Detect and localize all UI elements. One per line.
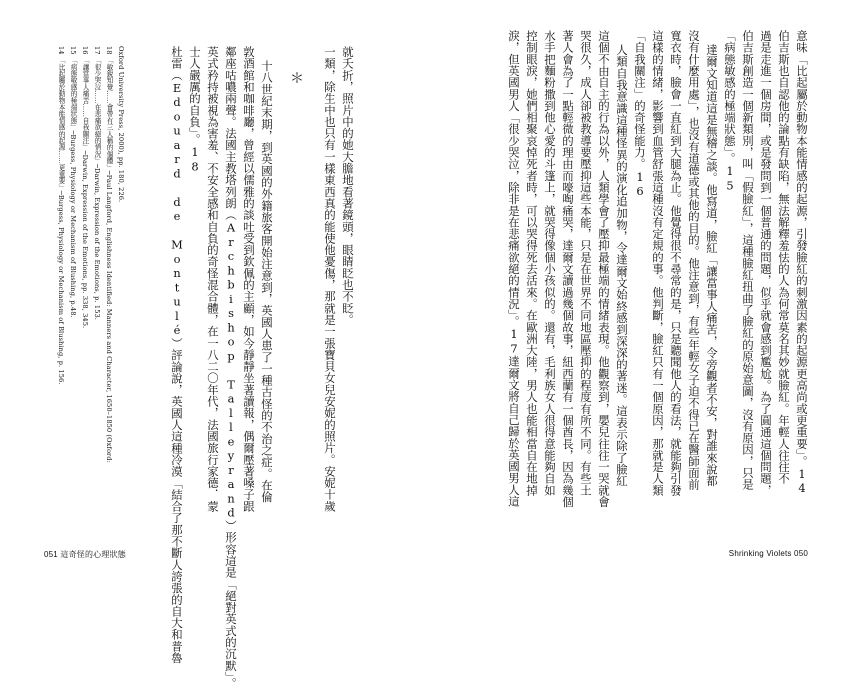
left-page-folio: 051 這奇怪的心理狀態 [44, 550, 126, 559]
body-text-column: 水手把麵粉撒到他心愛的斗篷上，就哭得像個小孩似的。還有，毛利族女人很得意能夠自如 [543, 30, 557, 496]
footnote: 14 「比起屬於動物本能情感的起源……更重要」─Burgess, Physiology or Mechanism of Blushing, p. 156. [57, 46, 65, 385]
body-text-column: 一類，除生中也只有一樣東西真的能使他憂傷，那就是一張寶貝女兒安妮的照片。安妮十歲 [323, 46, 337, 512]
body-text-column: 就夭折，照片中的她大膽地看著鏡頭，眼睛眨也不眨。 [341, 46, 355, 326]
body-text-column: 這個不由自主的行為以外，人類學會了壓抑最極端的情緒表現。他觀察到，嬰兒往往一哭就會 [597, 30, 611, 508]
body-text-column: 「病態敏感的極端狀態」。15 [723, 30, 737, 193]
body-text-column: 這樣的情緒，影響到血管舒張這種沒有定規的事。他判斷，臉紅只有一個原因，那就是人類 [651, 30, 665, 496]
body-text-column: 士人嚴厲的自負」。18 [188, 46, 202, 174]
body-text-column: 英式矜持被視為害羞、不安全感和自負的奇怪混合體，在一八二〇年代，法國旅行家德．蒙 [206, 46, 220, 512]
body-text-column: 敦酒館和咖啡廳，曾經以儒雅的談吐受到欽佩的主顧，如今靜靜坐著讀報，偶爾壓著嗓子跟 [242, 46, 256, 512]
body-text-column: 達爾文知道這是無稽之談。他寫道，臉紅「讓當事人痛苦，令旁觀者不安，對誰來說都 [705, 44, 719, 487]
body-text-column: 沒有什麼用處」，也沒有道德或其他的目的。他注意到，有些年輕女子迫不得已在醫師面前 [687, 30, 701, 491]
body-text-column: 十八世紀末期，到英國的外籍旅客開始注意到，英國人患了一種古怪的不治之症。在倫 [260, 60, 274, 503]
section-break-asterisk: ＊ [290, 71, 304, 87]
body-text-column: 著人會為了一點輕微的理由而嚎啕痛哭，達爾文讀過幾個故事，紐西蘭有一個酋長，因為幾個 [561, 30, 575, 508]
body-text-column: 鄰座咕噥兩聲。法國主教塔列朗（Archbishop Talleyrand）形容這是「絕對英式的沉默」。 [224, 46, 238, 689]
right-page-folio: Shrinking Violets 050 [728, 549, 808, 558]
body-text-column: 伯吉斯創造一個新類別，叫「假臉紅」，這種臉紅扭曲了臉紅的原始意圖，沒有原因，只是 [741, 30, 755, 491]
body-text-column: 伯吉斯也自認他的論點有缺陷，無法解釋羞怯的人為何常莫名其妙就臉紅。年輕人往往不 [777, 30, 791, 485]
body-text-column: 杜雷（Edouard de Montulé）評論說，英國人這種冷漠「結合了那不斷人誇張的自大和普魯 [170, 46, 184, 664]
footnote: Oxford University Press, 2000), pp. 180, 226. [117, 46, 125, 203]
body-text-column: 過是走進一個房間，或是發問到一個普通的問題，似乎就會感到尷尬。為了圓通這個問題， [759, 30, 773, 496]
body-text-column: 人類自我意識這種怪異的演化追加物，令達爾文始終感到深深的著迷。這表示除了臉紅 [615, 44, 629, 487]
body-text-column: 控制眼淚，她們相聚哀悼死者時，可以哭得死去活來。在歐洲大陸，男人也能相當自在地掉 [525, 30, 539, 496]
body-text-column: 哭很久，成人卻被教導要壓抑這些本能，只是在世界不同地區壓抑的程度有所不同。有些土 [579, 30, 593, 496]
footnote: 15 「病態敏感的極端狀態」─Burgess, Physiology or Mechanism of Blushing, p.48. [69, 46, 77, 318]
body-text-column: 「自我關注」的奇怪能力。16 [633, 30, 647, 199]
footnote: 16 「讓當事人痛苦……自我關注」─Darwin, Expression of the Emotions, pp. 338, 345. [81, 46, 89, 329]
body-text-column: 寬衣時，臉會一直紅到大腿為止。他覺得很不尋常的是，只是聽聞他人的看法，就能夠引發 [669, 30, 683, 496]
footnote: 18 「敏銳知覺……會帶有三人稱的個體」─Paul Langford, Englishness Identified: Manners and Character, 1650–1850 (Oxford: [105, 46, 113, 463]
footnote: 17 「很少哭泣……在悲痛欲絕的情況」─Darwin, Expression of the Emotions, p. 153. [93, 46, 101, 320]
body-text-column: 意味「比起屬於動物本能情感的起源，引發臉紅的刺激因素的起源更高尚或更重要」。14 [795, 30, 809, 496]
body-text-column: 淚，但英國男人「很少哭泣，除非是在悲痛欲絕的情況」。17達爾文將自己歸於英國男人這 [507, 30, 521, 508]
